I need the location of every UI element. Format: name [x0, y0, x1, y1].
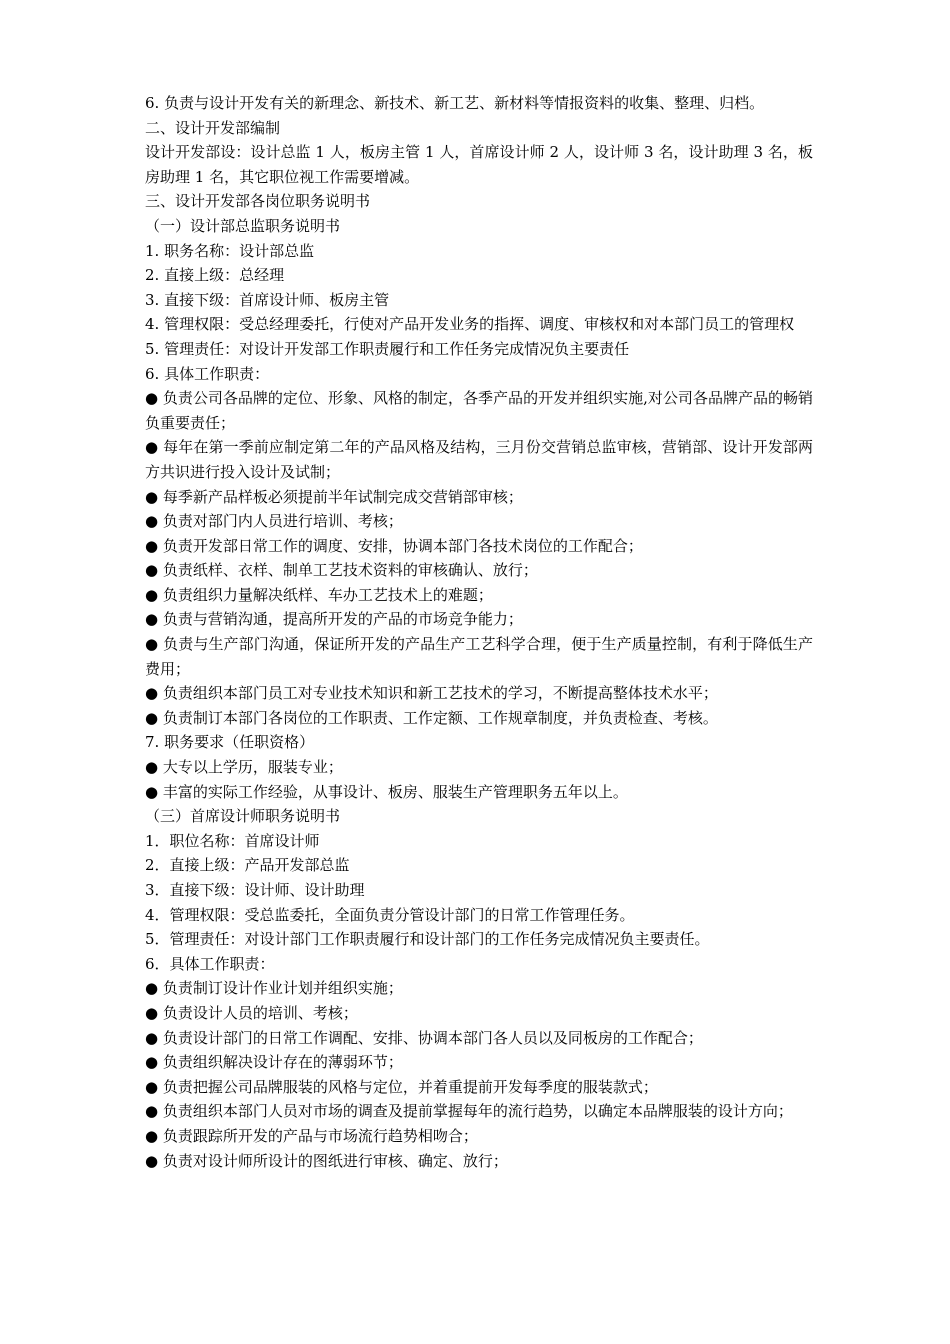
text-line: 2. 直接上级：总经理: [145, 266, 285, 285]
bullet-item: ● 每季新产品样板必须提前半年试制完成交营销部审核；: [145, 487, 523, 506]
bullet-item: ● 负责与营销沟通，提高所开发的产品的市场竞争能力；: [145, 610, 523, 629]
text-line: 设计开发部设：设计总监 1 人，板房主管 1 人，首席设计师 2 人，设计师 3 名，设计助理 3 名，板房助理 1 名，其它职位视工作需要增减。: [145, 143, 813, 186]
bullet-item: ● 负责制订本部门各岗位的工作职责、工作定额、工作规章制度，并负责检查、考核。: [145, 708, 718, 727]
bullet-item: ● 每年在第一季前应制定第二年的产品风格及结构，三月份交营销总监审核，营销部、设计开发部两方共识进行投入设计及试制；: [145, 438, 813, 481]
text-line: 1．职位名称：首席设计师: [145, 831, 320, 850]
bullet-item: ● 负责组织本部门员工对专业技术知识和新工艺技术的学习，不断提高整体技术水平；: [145, 684, 718, 703]
section-heading: 二、设计开发部编制: [145, 118, 281, 137]
bullet-item: ● 大专以上学历，服装专业；: [145, 758, 343, 777]
text-line: 2．直接上级：产品开发部总监: [145, 856, 350, 875]
text-line: 3．直接下级：设计师、设计助理: [145, 881, 365, 899]
text-line: 5．管理责任：对设计部门工作职责履行和设计部门的工作任务完成情况负主要责任。: [145, 930, 710, 949]
text-line: 4. 管理权限：受总经理委托，行使对产品开发业务的指挥、调度、审核权和对本部门员工的管理权: [145, 315, 795, 334]
text-line: 4．管理权限：受总监委托，全面负责分管设计部门的日常工作管理任务。: [145, 905, 635, 924]
text-line: 1. 职务名称：设计部总监: [145, 241, 315, 260]
document-page: [145, 91, 813, 1173]
bullet-item: ● 负责与生产部门沟通，保证所开发的产品生产工艺科学合理，便于生产质量控制，有利于降低生产费用；: [145, 635, 813, 678]
bullet-item: ● 负责设计部门的日常工作调配、安排、协调本部门各人员以及同板房的工作配合；: [145, 1028, 703, 1047]
bullet-item: ● 负责组织解决设计存在的薄弱环节；: [145, 1053, 403, 1072]
bullet-item: ● 负责纸样、衣样、制单工艺技术资料的审核确认、放行；: [145, 561, 538, 580]
bullet-item: ● 负责对部门内人员进行培训、考核；: [145, 512, 403, 531]
subsection-heading: （三）首席设计师职务说明书: [145, 807, 341, 826]
bullet-item: ● 负责组织力量解决纸样、车办工艺技术上的难题；: [145, 585, 493, 604]
bullet-item: ● 负责设计人员的培训、考核；: [145, 1003, 358, 1022]
text-line: 3. 直接下级：首席设计师、板房主管: [145, 290, 390, 309]
bullet-item: ● 丰富的实际工作经验，从事设计、板房、服装生产管理职务五年以上。: [145, 782, 628, 801]
bullet-item: ● 负责制订设计作业计划并组织实施；: [145, 979, 403, 998]
bullet-item: ● 负责对设计师所设计的图纸进行审核、确定、放行；: [145, 1151, 508, 1170]
text-line: 7. 职务要求（任职资格）: [145, 733, 315, 752]
text-line: 6. 具体工作职责：: [145, 364, 270, 383]
section-heading: 三、设计开发部各岗位职务说明书: [145, 192, 371, 211]
subsection-heading: （一）设计部总监职务说明书: [145, 216, 341, 235]
text-line: 6. 负责与设计开发有关的新理念、新技术、新工艺、新材料等情报资料的收集、整理、归档。: [145, 94, 765, 112]
bullet-item: ● 负责开发部日常工作的调度、安排，协调本部门各技术岗位的工作配合；: [145, 536, 643, 555]
bullet-item: ● 负责公司各品牌的定位、形象、风格的制定，各季产品的开发并组织实施,对公司各品牌产品的畅销负重要责任；: [145, 389, 813, 432]
text-line: 6．具体工作职责：: [145, 954, 275, 973]
bullet-item: ● 负责跟踪所开发的产品与市场流行趋势相吻合；: [145, 1126, 478, 1145]
bullet-item: ● 负责把握公司品牌服装的风格与定位，并着重提前开发每季度的服装款式；: [145, 1077, 658, 1096]
bullet-item: ● 负责组织本部门人员对市场的调查及提前掌握每年的流行趋势，以确定本品牌服装的设计方向；: [145, 1102, 793, 1121]
text-line: 5. 管理责任：对设计开发部工作职责履行和工作任务完成情况负主要责任: [145, 339, 630, 358]
